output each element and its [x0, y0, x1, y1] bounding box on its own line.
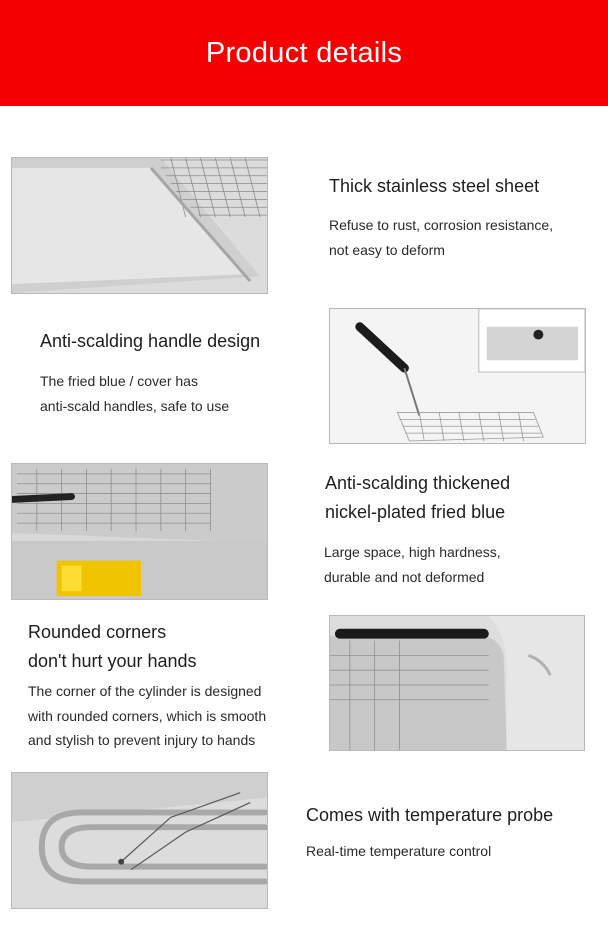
page-title: Product details	[205, 36, 403, 69]
feature-title: Anti-scalding thickened nickel-plated fried blue	[325, 473, 511, 522]
feature-description: Large space, high hardness, durable and not deformed	[324, 544, 501, 585]
feature-description: The corner of the cylinder is designed with rounded corners, which is smooth and stylish to prevent injury to hands	[28, 683, 267, 748]
stainless-steel-sheet-photo	[11, 157, 268, 294]
rounded-corner-photo	[329, 615, 585, 751]
feature-description: Refuse to rust, corrosion resistance, not easy to deform	[329, 217, 554, 258]
feature-title: Thick stainless steel sheet	[329, 176, 540, 196]
feature-title: Comes with temperature probe	[306, 805, 554, 825]
feature-description: Real-time temperature control	[306, 843, 492, 859]
feature-title: Rounded corners don't hurt your hands	[28, 622, 197, 671]
feature-description: The fried blue / cover has anti-scald handles, safe to use	[40, 373, 230, 414]
header-banner	[0, 0, 608, 106]
basket-and-lid-photo	[329, 308, 586, 444]
heating-element-probe-photo	[11, 772, 268, 909]
feature-title: Anti-scalding handle design	[40, 331, 261, 351]
fryer-basket-photo	[11, 463, 268, 600]
